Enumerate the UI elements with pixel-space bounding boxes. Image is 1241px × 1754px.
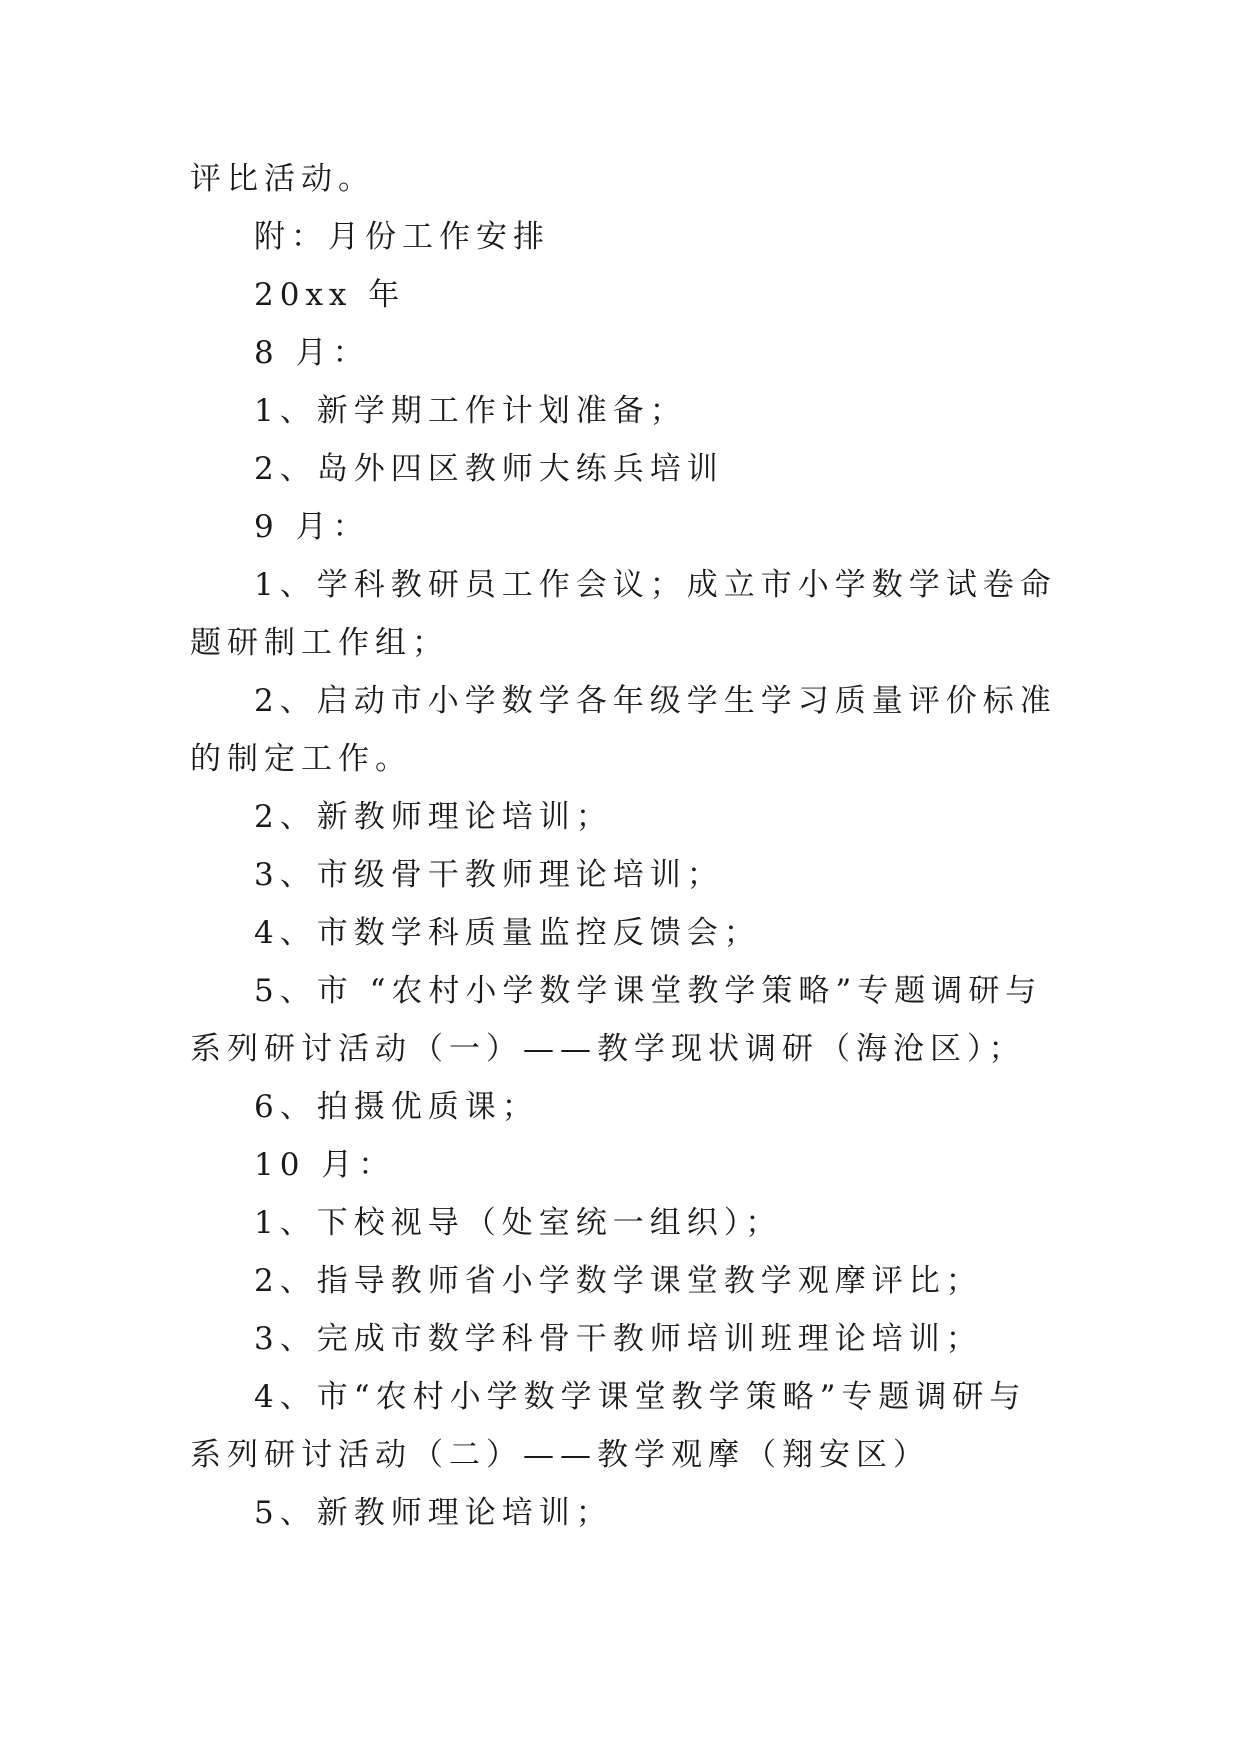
paragraph: 6、拍摄优质课； [254, 1089, 539, 1125]
paragraph: 5、市 “农村小学数学课堂教学策略”专题调研与系列研讨活动（一）——教学现状调研（海沧区）； [190, 973, 1043, 1067]
paragraph: 2、启动市小学数学各年级学生学习质量评价标准的制定工作。 [190, 683, 1057, 777]
paragraph: 2、新教师理论培训； [254, 799, 613, 835]
paragraph: 4、市数学科质量监控反馈会； [254, 915, 761, 951]
paragraph: 1、学科教研员工作会议；成立市小学数学试卷命题研制工作组； [190, 567, 1057, 661]
paragraph: 2、指导教师省小学数学课堂教学观摩评比； [254, 1263, 983, 1299]
paragraph: 20xx 年 [254, 277, 406, 313]
paragraph: 3、市级骨干教师理论培训； [254, 857, 724, 893]
paragraph: 2、岛外四区教师大练兵培训 [254, 451, 724, 487]
paragraph: 10 月： [254, 1147, 396, 1183]
document-body [190, 150, 1060, 1542]
paragraph: 3、完成市数学科骨干教师培训班理论培训； [254, 1321, 983, 1357]
paragraph: 附：月份工作安排 [254, 219, 550, 255]
paragraph: 8 月： [254, 335, 370, 371]
paragraph: 1、新学期工作计划准备； [254, 393, 687, 429]
paragraph: 4、市“农村小学数学课堂教学策略”专题调研与系列研讨活动（二）——教学观摩（翔安区） [190, 1379, 1027, 1473]
paragraph: 5、新教师理论培训； [254, 1495, 613, 1531]
paragraph: 9 月： [254, 509, 370, 545]
paragraph: 1、下校视导（处室统一组织）； [254, 1205, 783, 1241]
paragraph: 评比活动。 [190, 161, 375, 197]
